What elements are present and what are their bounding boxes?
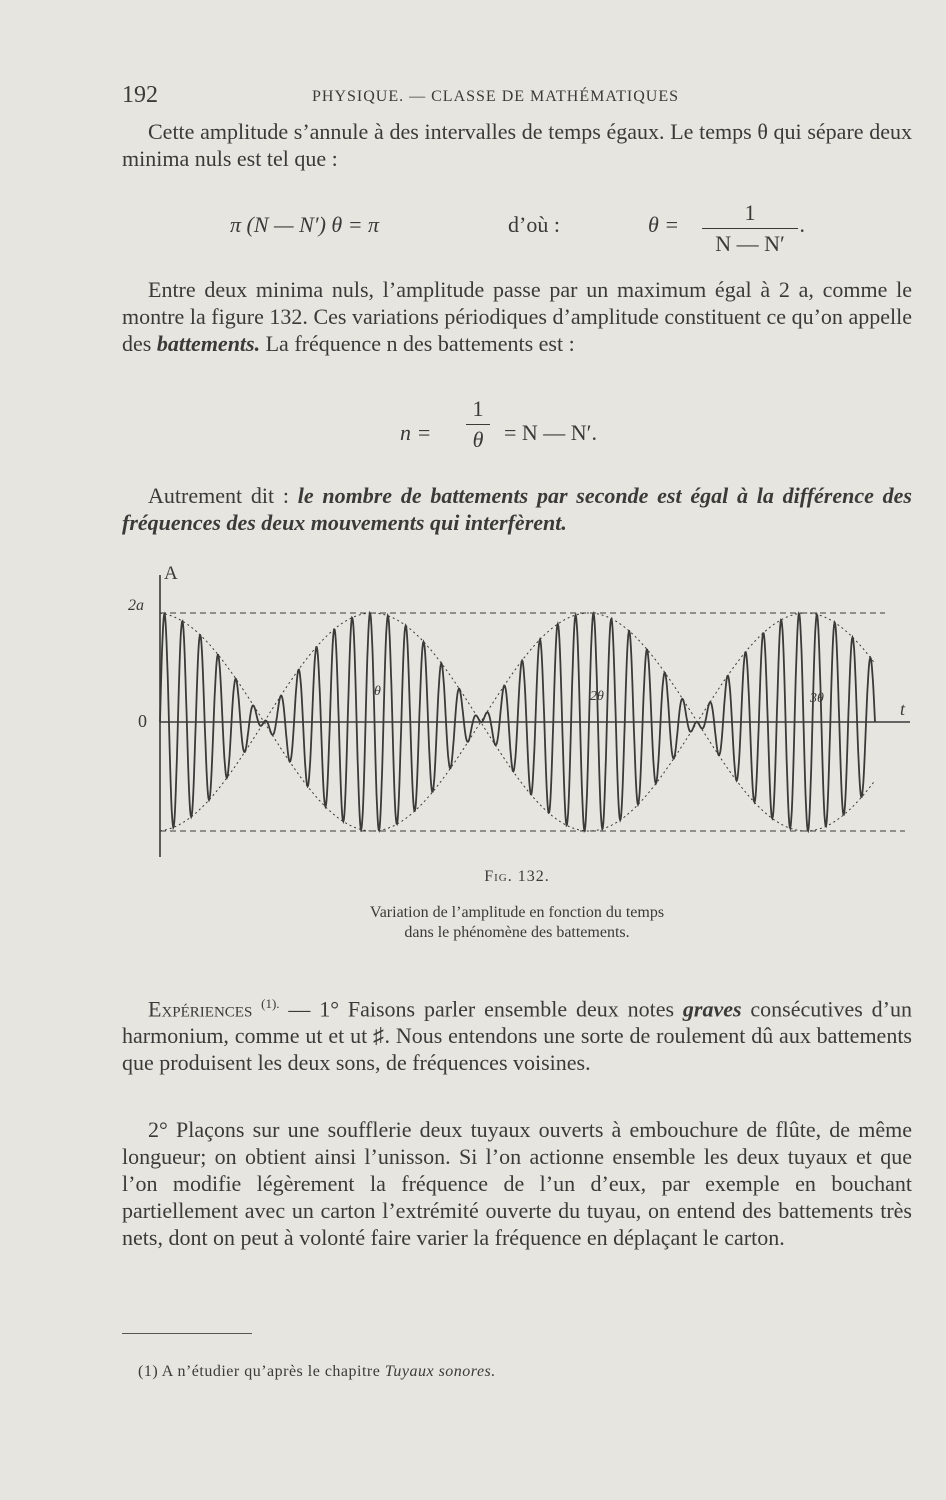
intro-text: Cette amplitude s’annule à des intervalles de temps égaux. Le temps θ qui sépare deux minima nuls est tel que : (122, 119, 912, 171)
para2-text-before: Entre deux minima nuls, l’amplitude passe par un maximum égal à 2 a, comme le montre la figure 132. Ces variations périodiques d’amplitude constituent ce qu’on appelle des (122, 277, 912, 356)
page-number: 192 (122, 82, 158, 108)
equation1-denominator: N — N′ (715, 231, 785, 256)
label-2a: 2a (128, 597, 144, 614)
equation1-lhs: θ = (648, 212, 680, 237)
label-A: A (164, 563, 178, 584)
equation2-lhs: n = (400, 420, 432, 445)
equation2-fraction (466, 396, 490, 453)
equation1-middle: d’où : (508, 212, 560, 237)
running-title: PHYSIQUE. — CLASSE DE MATHÉMATIQUES (312, 88, 680, 105)
equation2-denominator: θ (472, 427, 484, 452)
figure-caption (122, 903, 912, 943)
equation1-left: π (N — N′) θ = π (230, 212, 380, 237)
caption-line2: dans le phénomène des battements. (404, 924, 630, 941)
para5-text: 2° Plaçons sur une soufflerie deux tuyaux ouverts à embouchure de flûte, de même longueur; on obtient ainsi l’unisson. Si l’on actionne ensemble les deux tuyaux et que l’on modifie légèrement la fréquence de l’un d’eux, par exemple en bouchant partiellement avec un carton l’extrémité ouverte du tuyau, on entend des battements très nets, dont on peut à volonté faire varier la fréquence en déplaçant le carton. (122, 1117, 912, 1250)
conclusion-emphasis: le nombre de battements par seconde est égal à la différence des fréquences des deux mouvements qui interfèrent. (122, 483, 912, 535)
equation1-numerator: 1 (744, 200, 756, 225)
caption-title-text: Fig. 132. (484, 868, 550, 885)
label-2theta: 2θ (590, 689, 604, 704)
para2-text-after: La fréquence n des battements est : (260, 331, 575, 356)
label-3theta: 3θ (810, 691, 824, 706)
paragraph-conclusion (122, 482, 912, 536)
label-t: t (900, 699, 906, 719)
equation2-numerator: 1 (472, 396, 484, 421)
footnote-mark: (1). (261, 996, 280, 1011)
beats-figure (120, 555, 920, 865)
paragraph-battements (122, 276, 912, 357)
figure-caption-title (122, 868, 912, 886)
label-theta: θ (374, 684, 381, 699)
equation2-rhs: = N — N′. (504, 420, 597, 445)
footnote-text: (1) A n’étudier qu’après le chapitre (138, 1363, 385, 1380)
paragraph-experiences (122, 990, 912, 1076)
footnote-title: Tuyaux sonores. (384, 1363, 496, 1380)
intro-paragraph (122, 118, 912, 172)
word-graves: graves (682, 996, 742, 1022)
fraction-bar (702, 228, 798, 229)
experiences-heading: Expériences (148, 996, 253, 1022)
page-header (122, 82, 912, 112)
paragraph-tuyaux (122, 1116, 912, 1251)
equation1-fraction (702, 200, 798, 257)
footnote-rule (122, 1333, 252, 1334)
equation1-end: . (800, 212, 806, 237)
footnote (138, 1363, 496, 1381)
beat-waveform (160, 613, 875, 831)
experiences-text: — 1° Faisons parler ensemble deux notes (279, 996, 683, 1022)
para3-text-before: Autrement dit : (148, 483, 298, 508)
experiences-text2: consécutives d’un harmonium, comme ut et ut ♯. Nous entendons une sorte de roulement dû aux battements que produisent les deux sons, de fréquences voisines. (122, 996, 912, 1076)
term-battements: battements. (156, 331, 261, 356)
fraction-bar (466, 424, 490, 425)
label-origin: 0 (138, 711, 147, 731)
caption-line1: Variation de l’amplitude en fonction du temps (369, 904, 665, 921)
